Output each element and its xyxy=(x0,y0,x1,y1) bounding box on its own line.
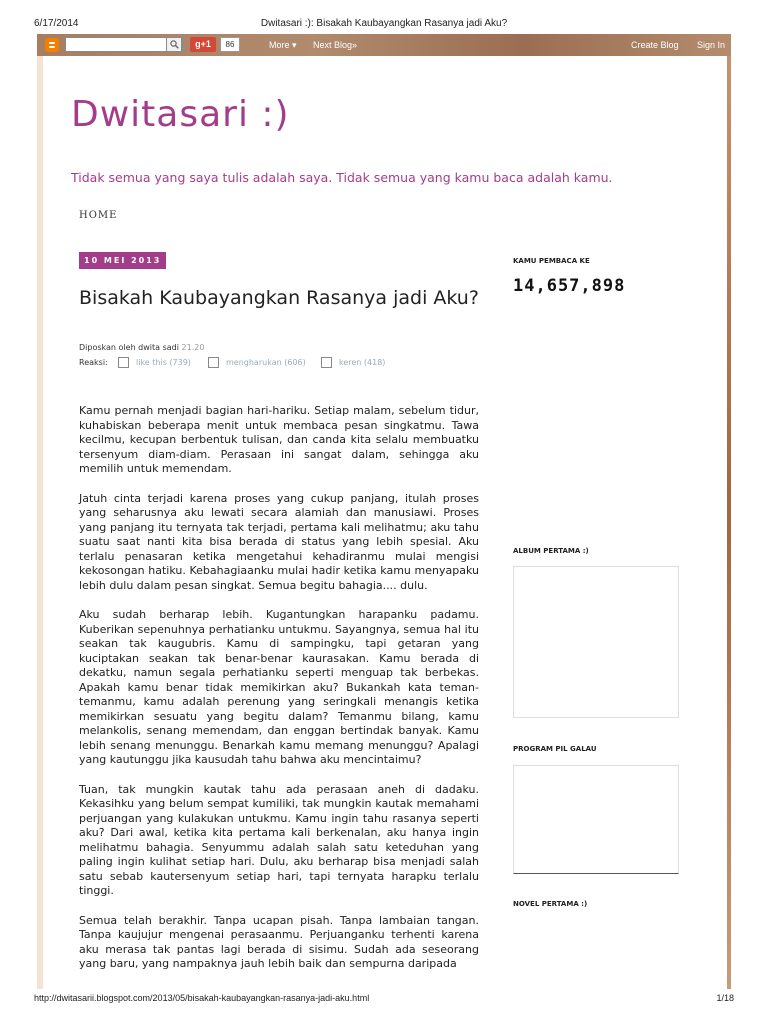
post-paragraph: Kamu pernah menjadi bagian hari-hariku. Setiap malam, sebelum tidur, kuhabiskan beberapa menit untuk membaca pesan singkatmu. Tawa kecilmu, kecupan berbentuk tulisan, dan canda kita selalu membuatku tersenyum diam-diam. Perasaan ini sangat dalam, sehingga aku memilih untuk memendam. xyxy=(79,404,479,475)
reader-counter-title: KAMU PEMBACA KE xyxy=(513,257,590,265)
blogger-navbar xyxy=(37,34,731,56)
more-menu-link[interactable]: More ▾ xyxy=(269,40,297,50)
reaction-label: mengharukan (606) xyxy=(226,358,306,367)
reaction-mengharukan[interactable] xyxy=(208,357,306,371)
next-blog-link[interactable]: Next Blog» xyxy=(313,40,358,50)
reaction-label: like this (739) xyxy=(136,358,191,367)
gplus-button[interactable]: g+1 xyxy=(190,37,216,52)
post-paragraph: Semua telah berakhir. Tanpa ucapan pisah. Tanpa lambaian tangan. Tanpa kaujujur mengenai perasaanmu. Perjuanganku terhenti karena aku merasa tak pantas lagi berada di sisimu. Sudah ada seseorang yang baru, yang nampaknya jauh lebih baik dan sempurna daripada xyxy=(79,913,479,970)
post-paragraph: Aku sudah berharap lebih. Kugantungkan harapanku padamu. Kuberikan sepenuhnya perhatianku untukmu. Sayangnya, semua hal itu seakan tak kaugubris. Kamu di sampingku, tapi getaran yang kuciptakan seakan tak benar-benar kaurasakan. Kamu berada di dekatku, namun segala perhatianku seperti menguap tak berbekas. Apakah kamu benar tidak memikirkan aku? Bukankah kata teman-temanmu, kamu adalah perenung yang seringkali menangis ketika memikirkan sesuatu yang begitu dalam? Temanmu bilang, kamu melankolis, senang memendam, dan enggan bertindak banyak. Kamu lebih senang menunggu. Benarkah kamu memang menunggu? Apalagi yang kautunggu jika kausudah tahu bahwa aku mencintaimu? xyxy=(79,608,479,766)
webpage xyxy=(37,34,731,989)
album-widget-title: ALBUM PERTAMA :) xyxy=(513,547,589,555)
search-icon[interactable] xyxy=(166,37,182,52)
blog-title[interactable]: Dwitasari :) xyxy=(71,94,290,135)
post-body xyxy=(79,404,479,987)
print-header xyxy=(0,0,768,34)
reaction-like[interactable] xyxy=(118,357,191,371)
post-paragraph: Tuan, tak mungkin kautak tahu ada perasaan aneh di dadaku. Kekasihku yang belum sempat kumiliki, tak mungkin kautak memahami perjuangan yang kulakukan untukmu. Kamu ingin tahu rasanya seperti aku? Dari awal, ketika kita pertama kali berkenalan, aku hanya ingin melihatmu bahagia. Senyummu adalah salah satu keteduhan yang paling ingin kulihat setiap hari. Dulu, aku berharap bisa menjadi salah satu sebab kautersenyum setiap hari, tapi ternyata harapku terlalu tinggi. xyxy=(79,782,479,897)
post-paragraph: Jatuh cinta terjadi karena proses yang cukup panjang, itulah proses yang seharusnya aku lewati secara alamiah dan manusiawi. Proses yang panjang itu ternyata tak terjadi, pertama kali melihatmu; aku tahu suatu saat nanti kita bisa berada di status yang lebih spesial. Aku terlalu penasaran ketika mengetahui kehadiranmu mulai mengisi kekosongan hatiku. Kebahagiaanku mulai hadir ketika kamu menyapaku lebih dulu dalam pesan singkat. Semua begitu bahagia.... dulu. xyxy=(79,491,479,592)
program-widget-title: PROGRAM PIL GALAU xyxy=(513,745,597,753)
post-time[interactable]: 21.20 xyxy=(181,343,205,352)
reaction-checkbox[interactable] xyxy=(118,357,129,368)
background-strip xyxy=(727,34,731,989)
blog-description: Tidak semua yang saya tulis adalah saya. Tidak semua yang kamu baca adalah kamu. xyxy=(71,170,613,185)
gplus-count: 86 xyxy=(220,37,240,52)
reader-counter-value: 14,657,898 xyxy=(513,276,626,296)
print-date: 6/17/2014 xyxy=(34,18,79,29)
create-blog-link[interactable]: Create Blog xyxy=(631,40,679,50)
blogger-logo-icon[interactable] xyxy=(45,38,59,52)
reaction-checkbox[interactable] xyxy=(208,357,219,368)
album-widget-image[interactable] xyxy=(513,566,679,718)
print-footer xyxy=(0,993,768,1009)
reaction-checkbox[interactable] xyxy=(321,357,332,368)
post-title[interactable]: Bisakah Kaubayangkan Rasanya jadi Aku? xyxy=(79,287,479,309)
post-date-badge: 10 MEI 2013 xyxy=(79,252,166,269)
program-widget-image[interactable] xyxy=(513,765,679,874)
novel-widget-title: NOVEL PERTAMA :) xyxy=(513,900,588,908)
reaction-label: keren (418) xyxy=(339,358,386,367)
print-url: http://dwitasarii.blogspot.com/2013/05/bisakah-kaubayangkan-rasanya-jadi-aku.html xyxy=(34,993,370,1003)
post-meta xyxy=(79,343,204,352)
home-link[interactable]: HOME xyxy=(79,210,118,221)
reaction-keren[interactable] xyxy=(321,357,385,371)
print-page-number: 1/18 xyxy=(716,993,734,1003)
sign-in-link[interactable]: Sign In xyxy=(697,40,726,50)
print-page-title: Dwitasari :): Bisakah Kaubayangkan Rasanya jadi Aku? xyxy=(260,18,508,29)
reactions-label: Reaksi: xyxy=(79,358,108,367)
post-author[interactable]: Diposkan oleh dwita sadi xyxy=(79,343,179,352)
